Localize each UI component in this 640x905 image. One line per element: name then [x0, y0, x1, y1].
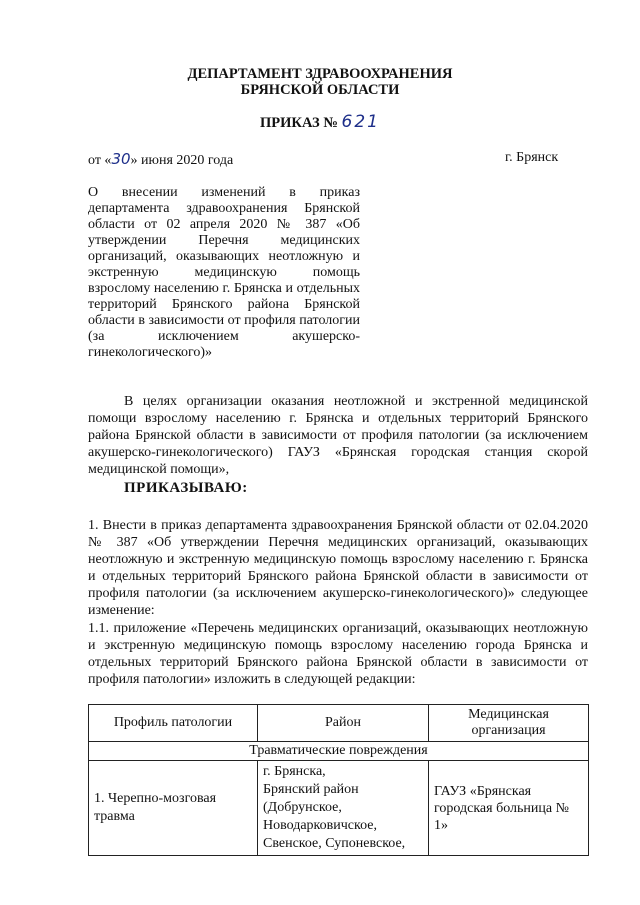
- row-profile: 1. Черепно-мозговая травма: [89, 761, 258, 856]
- section-title: Травматические повреждения: [89, 742, 589, 761]
- order-directive: ПРИКАЗЫВАЮ:: [124, 480, 248, 496]
- date-prefix: от «: [88, 153, 112, 168]
- table-row: [89, 761, 589, 856]
- district-line: (Добрунское,: [263, 800, 342, 815]
- department-name-line2: БРЯНСКОЙ ОБЛАСТИ: [240, 82, 400, 98]
- table-header-row: [89, 705, 589, 742]
- city: г. Брянск: [505, 150, 559, 165]
- table-section-row: [89, 742, 589, 761]
- district-line: Новодарковичское,: [263, 818, 377, 833]
- department-name-line1: ДЕПАРТАМЕНТ ЗДРАВООХРАНЕНИЯ: [187, 66, 453, 82]
- district-line: Свенское, Супоневское,: [263, 836, 406, 851]
- header-district: Район: [258, 705, 429, 742]
- row-district: [258, 761, 429, 856]
- item-1-1-paragraph: 1.1. приложение «Перечень медицинских организаций, оказывающих неотложную и экстренную медицинскую помощь взрослому населению города Брянска и отдельных территорий Брянского района Брянской области в зависимости от профиля патологии» изложить в следующей редакции:: [88, 621, 588, 687]
- row-organization: ГАУЗ «Брянская городская больница № 1»: [429, 761, 589, 856]
- header-organization: Медицинская организация: [429, 705, 589, 742]
- district-line: Брянский район: [263, 782, 359, 797]
- order-subject: О внесении изменений в приказ департамента здравоохранения Брянской области от 02 апреля 2020 № 387 «Об утверждении Перечня медицинских организаций, оказывающих неотложную и экстренную медицинскую помощь взрослому населению г. Брянска и отдельных территорий Брянского района Брянской области в зависимости от профиля патологии (за исключением акушерско-гинекологического)»: [88, 185, 360, 360]
- order-label: ПРИКАЗ №: [260, 115, 338, 131]
- facilities-table: [88, 704, 589, 856]
- district-line: г. Брянска,: [263, 764, 326, 779]
- order-number: 621: [341, 112, 380, 132]
- department-name: [0, 66, 640, 98]
- preamble-paragraph: В целях организации оказания неотложной и экстренной медицинской помощи взрослому населению г. Брянска и отдельных территорий Брянского района Брянской области в зависимости от профиля патологии (за исключением акушерско-гинекологического) ГАУЗ «Брянская городская станция скорой медицинской помощи»,: [88, 394, 588, 477]
- item-1-paragraph: 1. Внести в приказ департамента здравоохранения Брянской области от 02.04.2020 № 387 «Об утверждении Перечня медицинских организаций, оказывающих неотложную и экстренную медицинскую помощь взрослому населению г. Брянска и отдельных территорий Брянского района Брянской области в зависимости от профиля патологии (за исключением акушерско-гинекологического)» следующее изменение:: [88, 518, 588, 618]
- order-date: [88, 150, 233, 169]
- order-title: [0, 112, 640, 132]
- header-profile: Профиль патологии: [89, 705, 258, 742]
- date-day: 30: [111, 150, 131, 168]
- date-rest: » июня 2020 года: [130, 153, 234, 168]
